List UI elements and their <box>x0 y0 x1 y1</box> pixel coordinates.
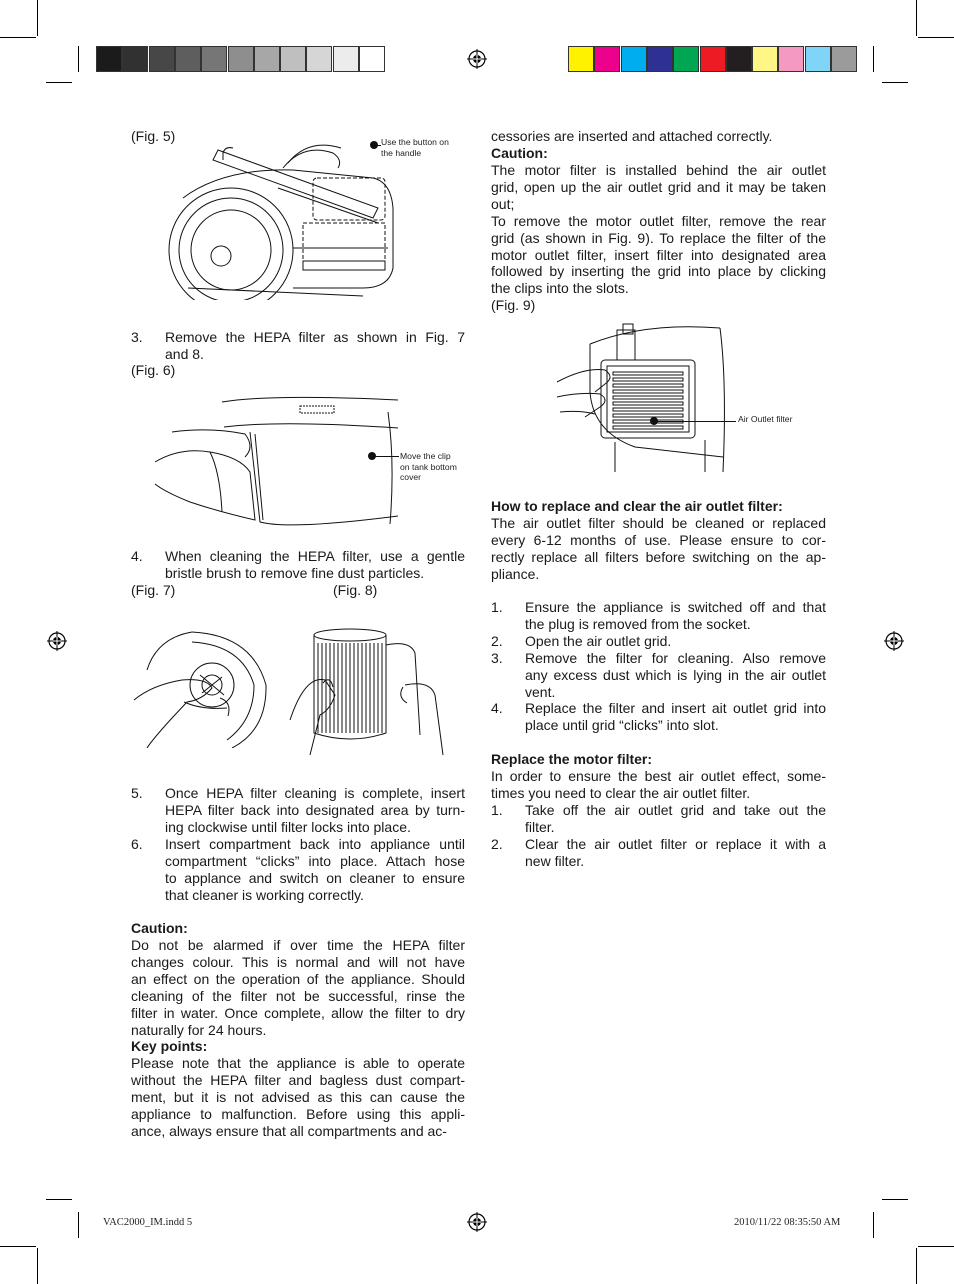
gray-swatch <box>333 46 359 72</box>
registration-mark-icon <box>884 631 904 651</box>
tank-clip-illustration <box>150 392 400 532</box>
text-line: HEPA filter back into designated area by turn- <box>165 801 465 818</box>
registration-mark-icon <box>47 631 67 651</box>
text-line: cleaning of the filter not be successful, rinse the <box>131 987 465 1004</box>
color-swatch <box>621 46 647 72</box>
text-line: that cleaner is working correctly. <box>165 886 364 903</box>
text-line: Remove the filter for cleaning. Also remove <box>525 649 826 666</box>
color-swatch <box>568 46 594 72</box>
text-line: appliance to malfunction. Before using this appli- <box>131 1105 465 1122</box>
registration-mark-icon <box>467 49 487 69</box>
text-line: every 6-12 months of use. Please ensure to cor- <box>491 531 826 548</box>
motor-paragraph <box>491 768 826 802</box>
gray-swatch <box>122 46 148 72</box>
text-line: ment, but it is not advised as this can cause the <box>131 1088 465 1105</box>
list-number: 4. <box>131 548 143 564</box>
text-line: Take off the air outlet grid and take out the <box>525 802 826 818</box>
list-item <box>131 329 465 363</box>
vacuum-cleaner-illustration <box>163 138 403 300</box>
color-swatch <box>594 46 620 72</box>
color-swatch <box>752 46 778 72</box>
list-item <box>131 836 465 906</box>
replace-steps-list <box>491 599 826 734</box>
replace-paragraph <box>491 515 826 583</box>
right-caution-paragraph <box>491 162 826 297</box>
list-item <box>491 599 826 633</box>
list-number: 6. <box>131 836 143 852</box>
caution-paragraph <box>131 937 465 1038</box>
text-line: grid, open up the air outlet grid and it may be taken <box>491 178 826 195</box>
list-item <box>491 700 826 734</box>
text-line: filter in water. Once complete, allow the filter to dry <box>131 1004 465 1021</box>
text-line: ing clockwise until filter locks into place. <box>165 818 411 835</box>
gray-swatch <box>254 46 280 72</box>
text-line: In order to ensure the best air outlet effect, some- <box>491 768 826 784</box>
fig6-callout <box>400 451 457 483</box>
text-line: rectly replace all filters before switching on the ap- <box>491 548 826 565</box>
fig5-callout <box>381 137 449 158</box>
list-number: 1. <box>491 802 503 818</box>
text-line: new filter. <box>525 852 585 869</box>
text-line: Please note that the appliance is able to operate <box>131 1055 465 1071</box>
list-item <box>131 548 465 582</box>
callout-line <box>656 421 736 422</box>
color-swatch <box>700 46 726 72</box>
color-swatch <box>726 46 752 72</box>
fig9-callout: Air Outlet filter <box>738 414 793 424</box>
fig6-callout-line: on tank bottom <box>400 461 457 472</box>
fig5-callout-line: the handle <box>381 147 422 158</box>
replace-heading: How to replace and clear the air outlet filter: <box>491 498 783 514</box>
callout-line <box>374 456 399 457</box>
text-line: pliance. <box>491 565 540 582</box>
fig6-callout-line: Move the clip <box>400 451 451 461</box>
list-number: 3. <box>131 329 143 345</box>
text-line: The air outlet filter should be cleaned or replaced <box>491 515 826 531</box>
list-number: 3. <box>491 649 503 666</box>
list-number: 4. <box>491 700 503 717</box>
text-line: When cleaning the HEPA filter, use a gentle <box>165 548 465 564</box>
fig8-caption: (Fig. 8) <box>333 582 378 598</box>
text-line: Remove the HEPA filter as shown in Fig. 7 <box>165 329 465 345</box>
text-line: times you need to clear the air outlet filter. <box>491 784 751 801</box>
motor-heading: Replace the motor filter: <box>491 751 653 767</box>
list-item <box>491 836 826 870</box>
text-line: Open the air outlet grid. <box>525 632 672 649</box>
text-line: Clear the air outlet filter or replace it with a <box>525 835 826 852</box>
right-caution-heading: Caution: <box>491 145 548 161</box>
text-line: the clips into the slots. <box>491 280 629 297</box>
registration-mark-icon <box>467 1212 487 1232</box>
text-line: compartment “clicks” into place. Attach hose <box>165 852 465 869</box>
text-line: any excess dust which is lying in the air outlet <box>525 666 826 683</box>
gray-swatch <box>359 46 385 72</box>
fig7-caption: (Fig. 7) <box>131 582 176 598</box>
text-line: The motor filter is installed behind the air outlet <box>491 162 826 178</box>
text-line: Once HEPA filter cleaning is complete, insert <box>165 785 465 801</box>
text-line: naturally for 24 hours. <box>131 1021 267 1038</box>
color-swatch <box>647 46 673 72</box>
fig5-caption: (Fig. 5) <box>131 128 176 144</box>
air-outlet-grid-illustration <box>555 322 727 474</box>
intro-paragraph <box>491 128 826 145</box>
text-line: the plug is removed from the socket. <box>525 615 751 632</box>
text-line: vent. <box>525 683 556 700</box>
text-line: Insert compartment back into appliance until <box>165 836 465 852</box>
text-line: out; <box>491 195 515 212</box>
text-line: and 8. <box>165 345 204 362</box>
color-swatch <box>673 46 699 72</box>
text-line: bristle brush to remove fine dust particles. <box>165 564 425 581</box>
list-item <box>491 802 826 836</box>
text-line: motor outlet filter, insert filter into designated area <box>491 246 826 263</box>
list-number: 2. <box>491 835 503 852</box>
color-swatch <box>831 46 857 72</box>
gray-swatch <box>201 46 227 72</box>
gray-swatch <box>96 46 122 72</box>
text-line: filter. <box>525 818 555 835</box>
text-line: without the HEPA filter and bagless dust compart- <box>131 1071 465 1088</box>
text-line: To remove the motor outlet filter, remove the rear <box>491 212 826 229</box>
color-swatch <box>805 46 831 72</box>
text-line: Do not be alarmed if over time the HEPA filter <box>131 937 465 953</box>
gray-swatch <box>306 46 332 72</box>
motor-steps-list <box>491 802 826 870</box>
list-item <box>491 633 826 650</box>
list-body <box>165 785 465 836</box>
text-line: place until grid “clicks” into slot. <box>525 717 719 734</box>
list-item <box>131 785 465 837</box>
caution-heading: Caution: <box>131 920 188 936</box>
fig9-caption: (Fig. 9) <box>491 297 536 313</box>
gray-swatch <box>149 46 175 72</box>
text-line: grid (as shown in Fig. 9). To replace the filter of the <box>491 229 826 246</box>
footer-file-name: VAC2000_IM.indd 5 <box>103 1217 193 1228</box>
brush-filter-illustration <box>132 630 272 748</box>
gray-swatch <box>175 46 201 72</box>
text-line: Ensure the appliance is switched off and that <box>525 599 826 615</box>
text-line: an effect on the operation of the appliance. Should <box>131 970 465 987</box>
fig6-callout-line: cover <box>400 472 422 482</box>
text-line: followed by inserting the grid into place by clicking <box>491 263 826 280</box>
footer-timestamp: 2010/11/22 08:35:50 AM <box>734 1217 841 1228</box>
fig5-callout-line: Use the button on <box>381 137 449 147</box>
keypoints-paragraph <box>131 1055 465 1140</box>
list-body <box>165 329 465 363</box>
list-body <box>165 836 465 904</box>
list-number: 1. <box>491 599 503 615</box>
text-line: Replace the filter and insert ait outlet grid into <box>525 700 826 717</box>
gray-swatch <box>228 46 254 72</box>
list-number: 5. <box>131 785 143 801</box>
keypoints-heading: Key points: <box>131 1038 208 1054</box>
fig6-caption: (Fig. 6) <box>131 362 176 378</box>
hepa-filter-illustration <box>285 625 457 755</box>
list-number: 2. <box>491 632 503 649</box>
gray-swatch <box>280 46 306 72</box>
text-line: changes colour. This is normal and will not have <box>131 953 465 970</box>
text-line: ance, always ensure that all compartments and ac- <box>131 1122 447 1139</box>
list-item <box>491 650 826 701</box>
text-line: cessories are inserted and attached correctly. <box>491 128 773 144</box>
text-line: to applance and switch on cleaner to ensure <box>165 869 465 886</box>
color-swatch <box>778 46 804 72</box>
list-body <box>165 548 465 582</box>
